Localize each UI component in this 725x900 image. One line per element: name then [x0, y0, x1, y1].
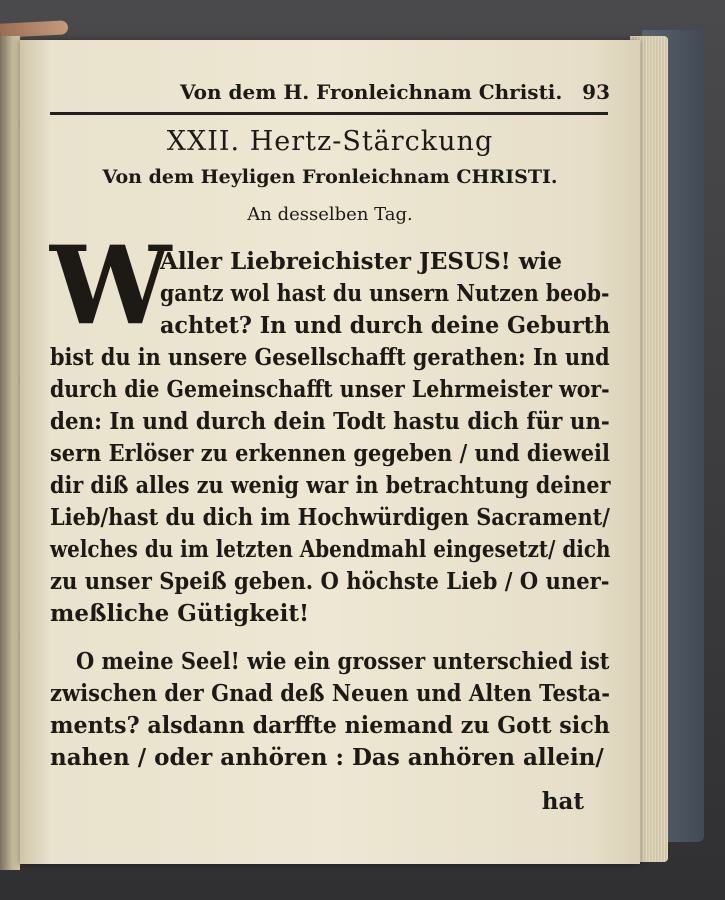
running-title: Von dem H. Fronleichnam Christi. [180, 80, 563, 104]
text-line: achtet? In und durch deine Geburth [160, 312, 611, 339]
page-header [50, 80, 610, 110]
text-line: welches du im letzten Abendmahl eingesetzt/ dich [50, 536, 611, 563]
chapter-title: Hertz-Stärckung [249, 126, 494, 157]
text-line: Aller Liebreichister JESUS! wie [160, 248, 562, 275]
text-line: Lieb/hast du dich im Hochwürdigen Sacrament/ [50, 504, 610, 531]
text-line: den: In und durch dein Todt hastu dich für un- [50, 408, 610, 435]
text-line: zwischen der Gnad deß Neuen und Alten Testa- [50, 680, 610, 707]
text-line: sern Erlöser zu erkennen gegeben / und dieweil [50, 440, 610, 467]
text-line: bist du in unsere Gesellschafft gerathen: In und [50, 344, 610, 371]
text-line: gantz wol hast du unsern Nutzen beob- [160, 280, 610, 307]
book-page [20, 40, 640, 864]
header-rule [50, 112, 608, 115]
decorated-initial: W [50, 223, 172, 349]
text-line: nahen / oder anhören : Das anhören allein/ [50, 744, 604, 771]
text-line: zu unser Speiß geben. O höchste Lieb / O uner- [50, 568, 610, 595]
previous-page-edge [0, 36, 20, 870]
chapter-heading [20, 126, 640, 157]
chapter-subtitle: Von dem Heyligen Fronleichnam CHRISTI. [102, 166, 558, 188]
page-number: 93 [582, 80, 610, 104]
text-line: O meine Seel! wie ein grosser unterschied ist [76, 648, 610, 675]
catchword: hat [541, 788, 584, 815]
text-line: durch die Gemeinschafft unser Lehrmeister wor- [50, 376, 610, 403]
text-line: ments? alsdann darffte niemand zu Gott sich [50, 712, 610, 739]
text-line: dir diß alles zu wenig war in betrachtung deiner [50, 472, 611, 499]
text-line: meßliche Gütigkeit! [50, 600, 310, 627]
date-line: An desselben Tag. [247, 204, 413, 225]
chapter-number: XXII. [166, 126, 241, 157]
